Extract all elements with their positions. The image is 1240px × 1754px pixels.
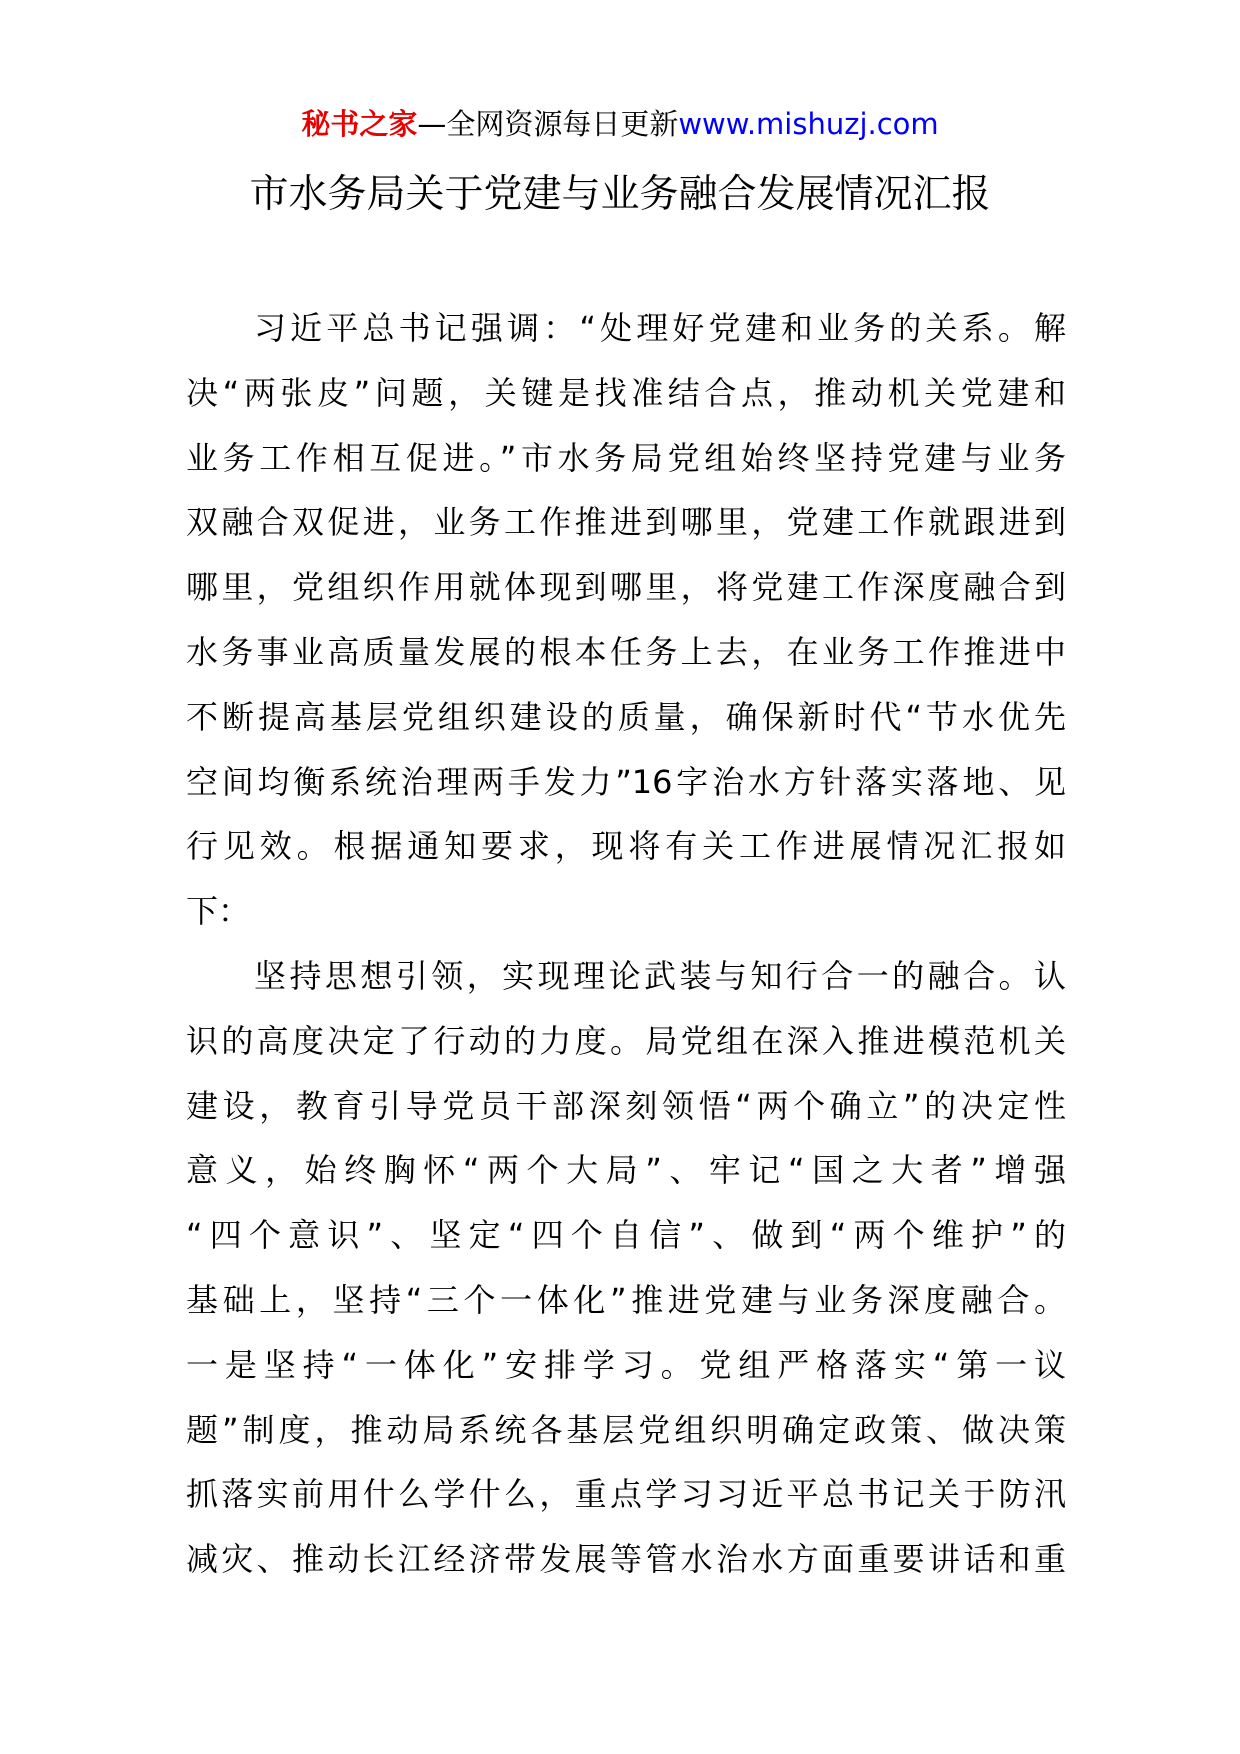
paragraph-line: 一是坚持“一体化”安排学习。党组严格落实“第一议 (186, 1345, 1066, 1384)
paragraph-line: “四个意识”、坚定“四个自信”、做到“两个维护”的 (186, 1216, 1066, 1255)
paragraph-line: 双融合双促进，业务工作推进到哪里，党建工作就跟进到 (186, 503, 1066, 542)
site-name: 秘书之家 (301, 107, 418, 141)
paragraph-line: 坚持思想引领，实现理论武装与知行合一的融合。认 (254, 956, 1066, 995)
paragraph-line: 行见效。根据通知要求，现将有关工作进展情况汇报如 (186, 827, 1066, 866)
paragraph-line: 抓落实前用什么学什么，重点学习习近平总书记关于防汛 (186, 1475, 1066, 1514)
paragraph-line: 基础上，坚持“三个一体化”推进党建与业务深度融合。 (186, 1280, 1066, 1319)
paragraph-line: 哪里，党组织作用就体现到哪里，将党建工作深度融合到 (186, 568, 1066, 607)
document-body (186, 296, 1066, 1592)
paragraph-line: 决“两张皮”问题，关键是找准结合点，推动机关党建和 (186, 373, 1066, 412)
paragraph-line: 题”制度，推动局系统各基层党组织明确定政策、做决策 (186, 1410, 1066, 1449)
paragraph-line: 不断提高基层党组织建设的质量，确保新时代“节水优先 (186, 697, 1066, 736)
paragraph-line: 空间均衡系统治理两手发力”16字治水方针落实落地、见 (186, 762, 1066, 801)
paragraph-line: 减灾、推动长江经济带发展等管水治水方面重要讲话和重 (186, 1540, 1066, 1579)
site-url-link[interactable]: www.mishuzj.com (678, 107, 939, 141)
paragraph-line: 识的高度决定了行动的力度。局党组在深入推进模范机关 (186, 1021, 1066, 1060)
paragraph-line: 下： (186, 892, 251, 931)
paragraph-line: 水务事业高质量发展的根本任务上去，在业务工作推进中 (186, 632, 1066, 671)
paragraph-line: 习近平总书记强调：“处理好党建和业务的关系。解 (254, 309, 1066, 347)
site-slogan: —全网资源每日更新 (417, 107, 679, 141)
paragraph-line: 业务工作相互促进。”市水务局党组始终坚持党建与业务 (186, 438, 1066, 477)
paragraph-line: 意义，始终胸怀“两个大局”、牢记“国之大者”增强 (186, 1151, 1066, 1190)
paragraph-line: 建设，教育引导党员干部深刻领悟“两个确立”的决定性 (186, 1086, 1066, 1125)
site-header (0, 104, 1240, 144)
document-title: 市水务局关于党建与业务融合发展情况汇报 (249, 172, 991, 217)
